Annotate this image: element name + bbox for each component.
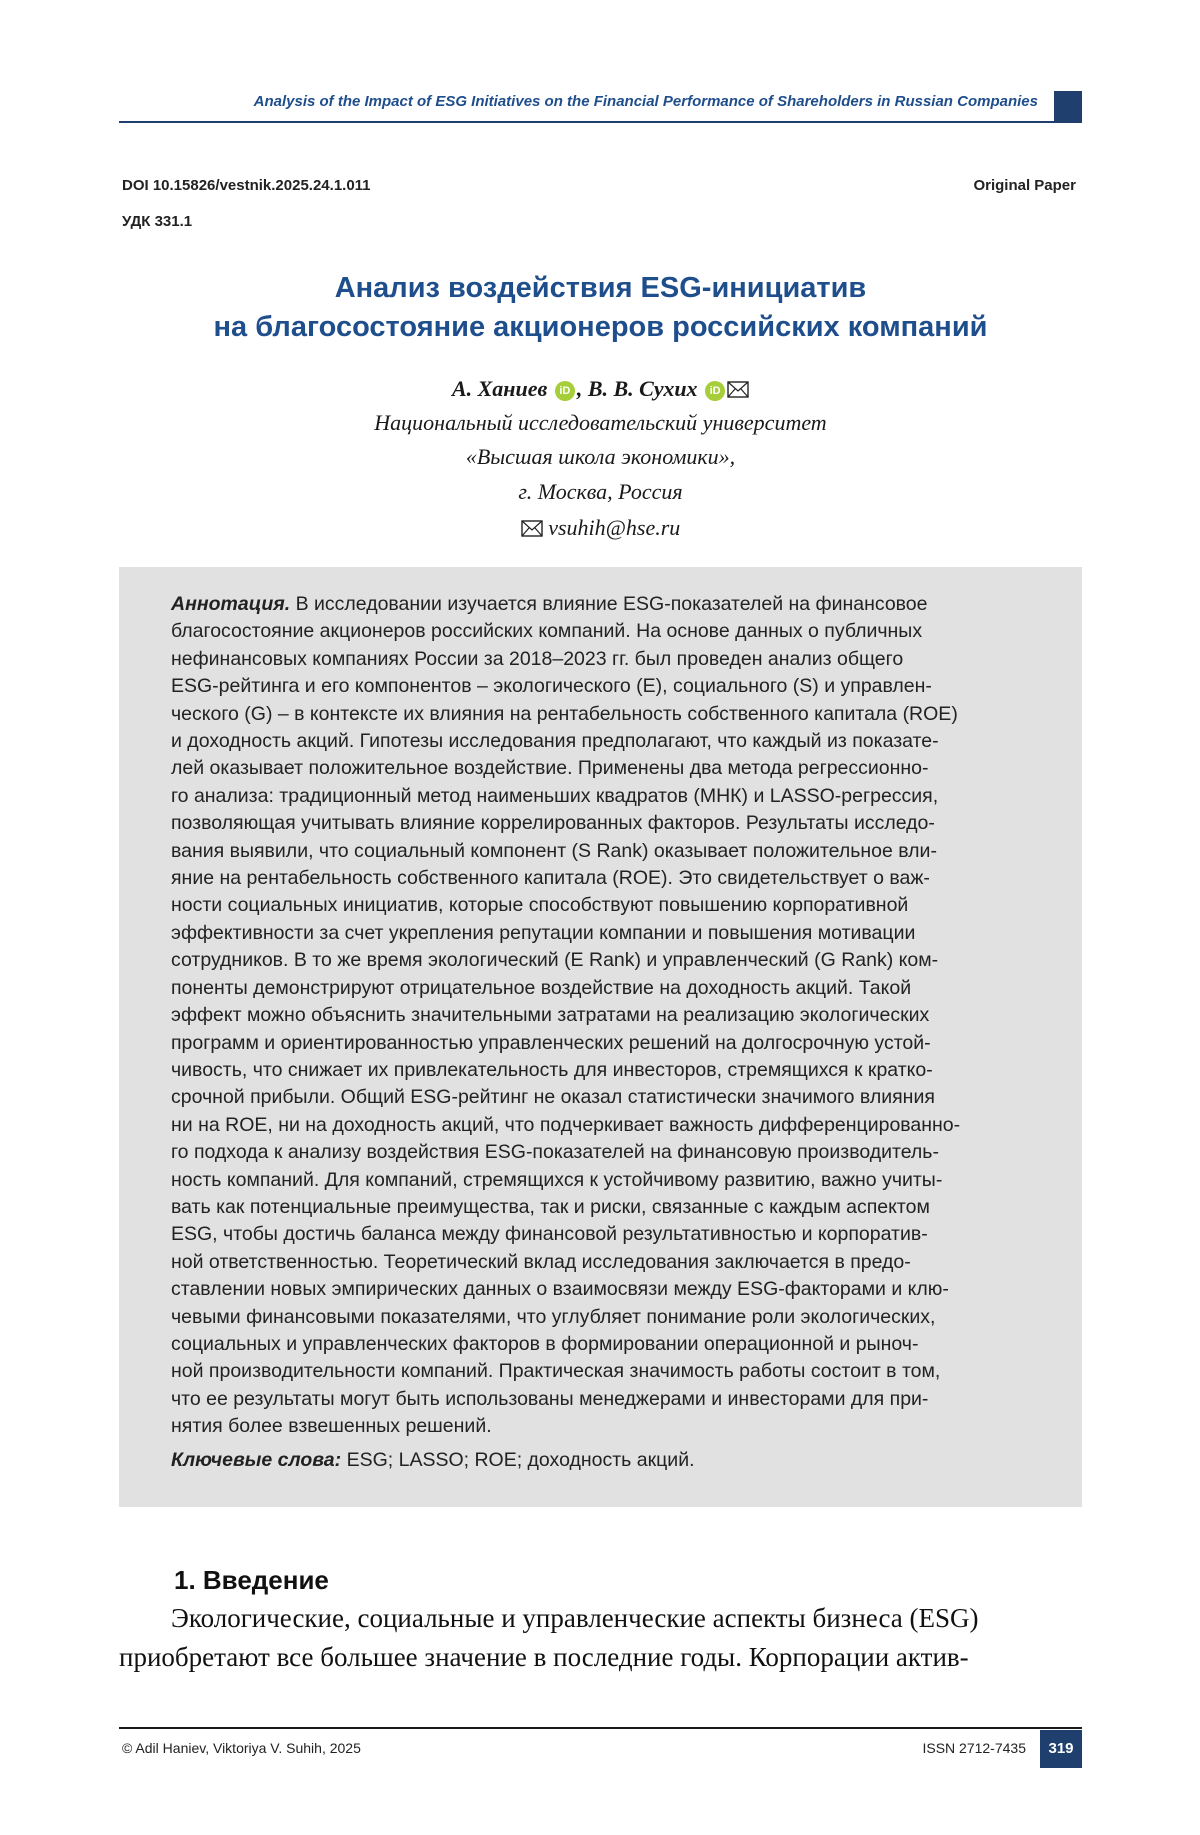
abstract-line: Аннотация. В исследовании изучается влияние ESG-показателей на финансовое [171,593,928,615]
abstract-line: социальных и управленческих факторов в формировании операционной и рыноч- [171,1332,919,1355]
intro-text-line-1: Экологические, социальные и управленческие аспекты бизнеса (ESG) [171,1603,979,1633]
abstract-line: ности социальных инициатив, которые способствуют повышению корпоративной [171,894,909,917]
page-number: 319 [1040,1730,1082,1768]
paper-title-line-2: на благосостояние акционеров российских компаний [213,311,988,343]
authors [119,376,1082,404]
keywords-label: Ключевые слова: [171,1449,342,1471]
abstract-line: срочной прибыли. Общий ESG-рейтинг не оказал статистически значимого влияния [171,1086,935,1109]
abstract-line: яние на рентабельность собственного капитала (ROE). Это свидетельствует о важ- [171,867,930,890]
abstract-line: эффект можно объяснить значительными затратами на реализацию экологических [171,1004,930,1027]
affiliation-line-1: Национальный исследовательский университет [374,410,827,435]
abstract-line: ной производительности компаний. Практическая значимость работы состоит в том, [171,1360,941,1383]
author-2: В. В. Сухих [587,376,698,401]
abstract-line: позволяющая учитывать влияние коррелированных факторов. Результаты исследо- [171,812,935,835]
affiliation-line-2: «Высшая школа экономики», [465,444,736,469]
abstract-line: программ и ориентированностью управленческих решений на долгосрочную устой- [171,1031,931,1054]
abstract-line: ESG-рейтинга и его компонентов – экологического (E), социального (S) и управлен- [171,675,932,698]
abstract-line: эффективности за счет укрепления репутации компании и повышения мотивации [171,921,916,944]
section-heading-introduction: 1. Введение [174,1565,329,1595]
running-header-text: Analysis of the Impact of ESG Initiatives on the Financial Performance of Shareholders in Russian Companies [253,93,1038,110]
abstract-line: нятия более взвешенных решений. [171,1415,492,1438]
udk-code: УДК 331.1 [122,213,193,230]
abstract-line: и доходность акций. Гипотезы исследования предполагают, что каждый из показате- [171,730,939,753]
abstract-line: вания выявили, что социальный компонент (S Rank) оказывает положительное вли- [171,839,937,862]
envelope-icon [521,517,543,543]
abstract-line: поненты демонстрируют отрицательное воздействие на доходность акций. Такой [171,976,912,999]
abstract-line: чивость, что снижает их привлекательность для инвесторов, стремящихся к кратко- [171,1058,933,1081]
abstract-line: благосостояние акционеров российских компаний. На основе данных о публичных [171,620,923,643]
intro-text-line-2: приобретают все большее значение в последние годы. Корпорации актив- [119,1642,969,1672]
abstract-line: лей оказывает положительное воздействие. Применены два метода регрессионно- [171,757,929,780]
contact-email [119,515,1082,543]
abstract-line: го подхода к анализу воздействия ESG-показателей на финансовую производитель- [171,1141,939,1164]
abstract-box [119,567,1082,1507]
keywords [171,1449,695,1472]
running-header [119,91,1082,123]
abstract-line: нефинансовых компаниях России за 2018–2023 гг. был проведен анализ общего [171,647,904,670]
abstract-line: вать как потенциальные преимущества, так и риски, связанные с каждым аспектом [171,1195,930,1218]
footer-issn: ISSN 2712-7435 [922,1740,1026,1756]
envelope-icon[interactable] [727,378,749,404]
abstract-line: ставлении новых эмпирических данных о взаимосвязи между ESG-факторами и клю- [171,1278,949,1301]
orcid-icon[interactable]: iD [555,381,575,401]
abstract-line: ной ответственностью. Теоретический вклад исследования заключается в предо- [171,1250,911,1273]
keywords-list: ESG; LASSO; ROE; доходность акций. [346,1449,695,1471]
abstract-line: что ее результаты могут быть использованы менеджерами и инвесторами для при- [171,1387,929,1410]
doi-link[interactable]: DOI 10.15826/vestnik.2025.24.1.011 [122,177,371,194]
email-link[interactable]: vsuhih@hse.ru [548,515,681,540]
abstract-line: ESG, чтобы достичь баланса между финансовой результативностью и корпоратив- [171,1223,928,1246]
affiliation-city: г. Москва, Россия [518,479,683,504]
author-1: А. Ханиев [451,376,548,401]
abstract-line: чевыми финансовыми показателями, что углубляет понимание роли экологических, [171,1305,936,1328]
abstract-line: ность компаний. Для компаний, стремящихся к устойчивому развитию, важно учиты- [171,1168,943,1191]
orcid-icon[interactable]: iD [705,381,725,401]
paper-type: Original Paper [973,177,1076,194]
running-header-block [1054,91,1082,121]
abstract-line: ни на ROE, ни на доходность акций, что подчеркивает важность дифференцированно- [171,1113,961,1136]
footer-rule [119,1727,1082,1729]
author-separator: , [576,376,583,401]
paper-title-line-1: Анализ воздействия ESG-инициатив [334,272,867,304]
abstract-line: сотрудников. В то же время экологический (E Rank) и управленческий (G Rank) ком- [171,949,939,972]
footer-copyright: © Adil Haniev, Viktoriya V. Suhih, 2025 [122,1740,361,1756]
abstract-label: Аннотация. [171,593,291,615]
abstract-text [171,591,1037,1441]
abstract-line: ческого (G) – в контексте их влияния на рентабельность собственного капитала (ROE) [171,702,958,725]
abstract-line: го анализа: традиционный метод наименьших квадратов (МНК) и LASSO-регрессия, [171,784,939,807]
